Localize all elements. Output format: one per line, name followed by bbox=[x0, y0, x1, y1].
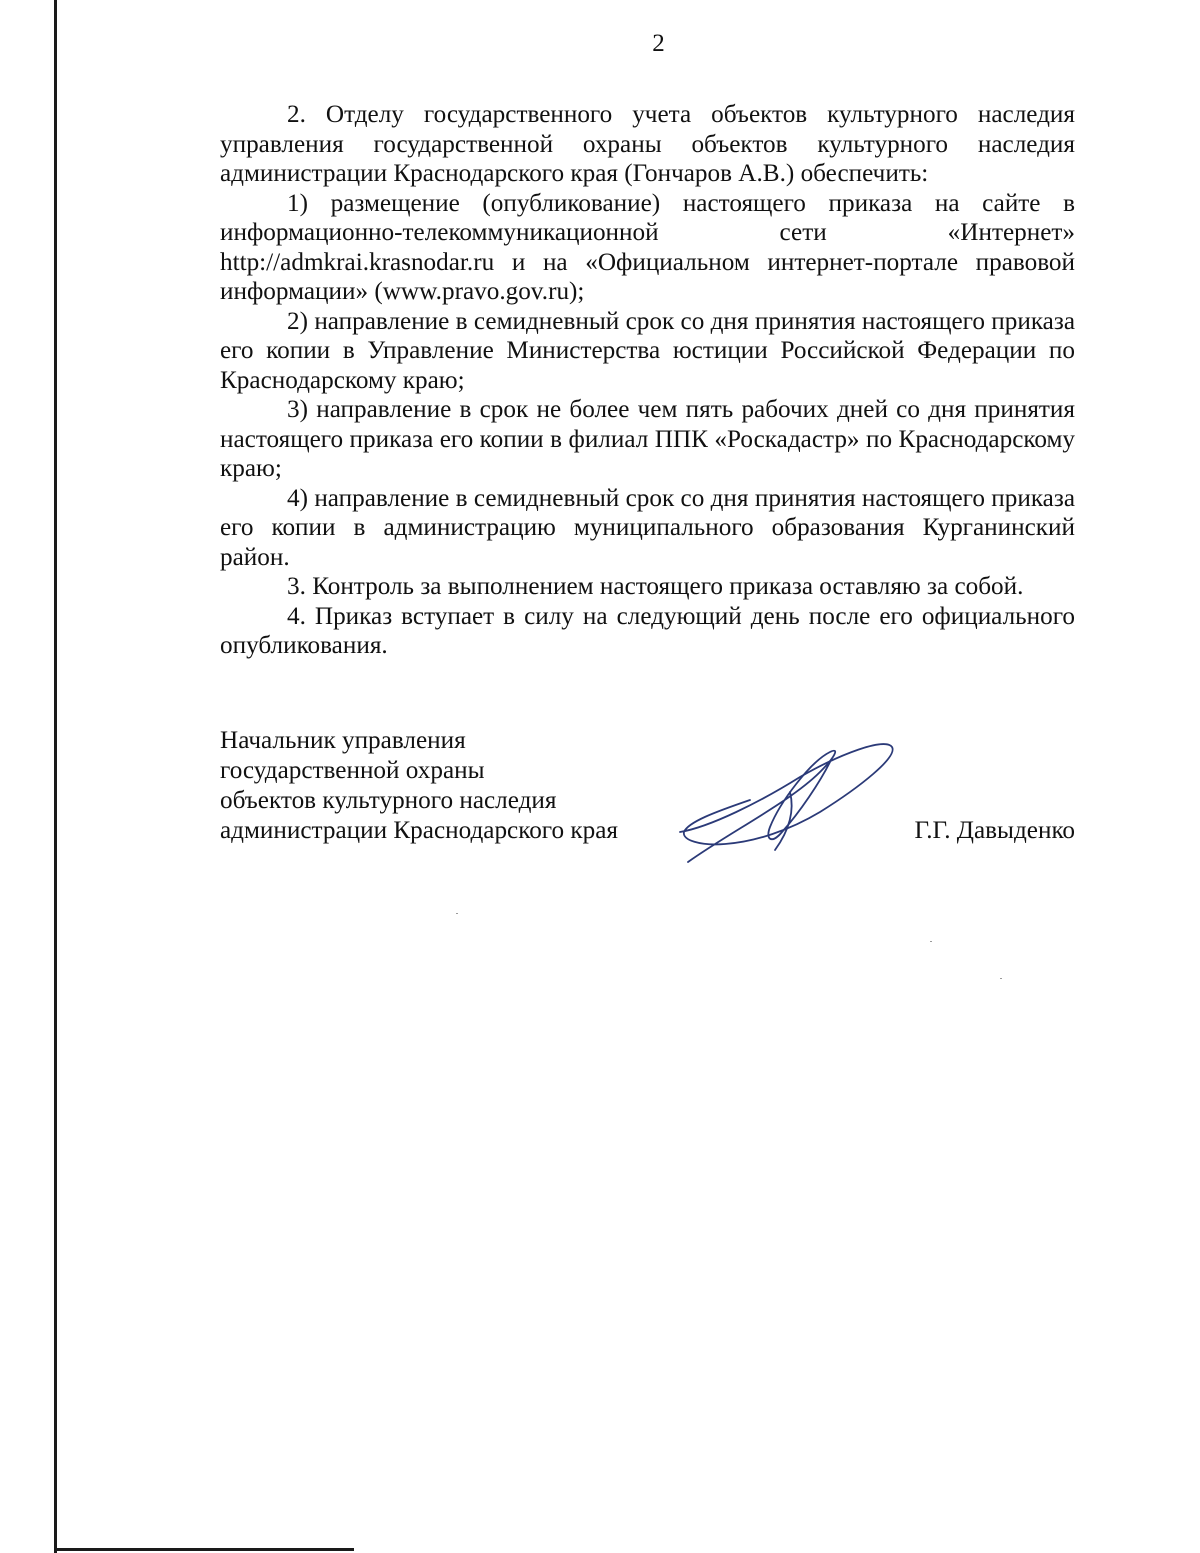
paragraph-item-4: 4. Приказ вступает в силу на следующий день после его официального опубликования. bbox=[220, 602, 1075, 659]
paragraph-subitem-2: 2) направление в семидневный срок со дня принятия настоящего приказа его копии в Управление Министерства юстиции Российской Федерации по Краснодарскому краю; bbox=[220, 307, 1075, 394]
scan-edge-left bbox=[54, 0, 57, 1553]
signatory-name: Г.Г. Давыденко bbox=[914, 817, 1075, 844]
signatory-position-line: объектов культурного наследия bbox=[220, 787, 557, 814]
scan-speck bbox=[1000, 978, 1002, 979]
page-number: 2 bbox=[652, 30, 665, 57]
paragraph-item-2: 2. Отделу государственного учета объектов культурного наследия управления государственной охраны объектов культурного наследия администрации Краснодарского края (Гончаров А.В.) обеспечить: bbox=[220, 101, 1075, 187]
signatory-position-line: администрации Краснодарского края bbox=[220, 817, 618, 844]
paragraph-subitem-1: 1) размещение (опубликование) настоящего приказа на сайте в информационно-телекоммуникационной сети «Интернет» http://admkrai.krasnodar.ru и на «Официальном интернет-портале правовой информации» (www.pravo.gov.ru); bbox=[220, 189, 1075, 305]
signature-block bbox=[220, 726, 1075, 846]
handwritten-signature bbox=[670, 732, 900, 872]
paragraph-item-3: 3. Контроль за выполнением настоящего приказа оставляю за собой. bbox=[287, 573, 1024, 600]
signatory-position-line: государственной охраны bbox=[220, 757, 485, 784]
scan-edge-bottom bbox=[54, 1548, 354, 1551]
signatory-position-line: Начальник управления bbox=[220, 727, 466, 754]
document-body bbox=[220, 100, 1075, 661]
paragraph-subitem-3: 3) направление в срок не более чем пять рабочих дней со дня принятия настоящего приказа его копии в филиал ППК «Роскадастр» по Краснодарскому краю; bbox=[220, 396, 1075, 482]
scan-speck bbox=[456, 913, 458, 914]
scan-speck bbox=[930, 941, 932, 942]
paragraph-subitem-4: 4) направление в семидневный срок со дня принятия настоящего приказа его копии в администрацию муниципального образования Курганинский район. bbox=[220, 484, 1075, 571]
